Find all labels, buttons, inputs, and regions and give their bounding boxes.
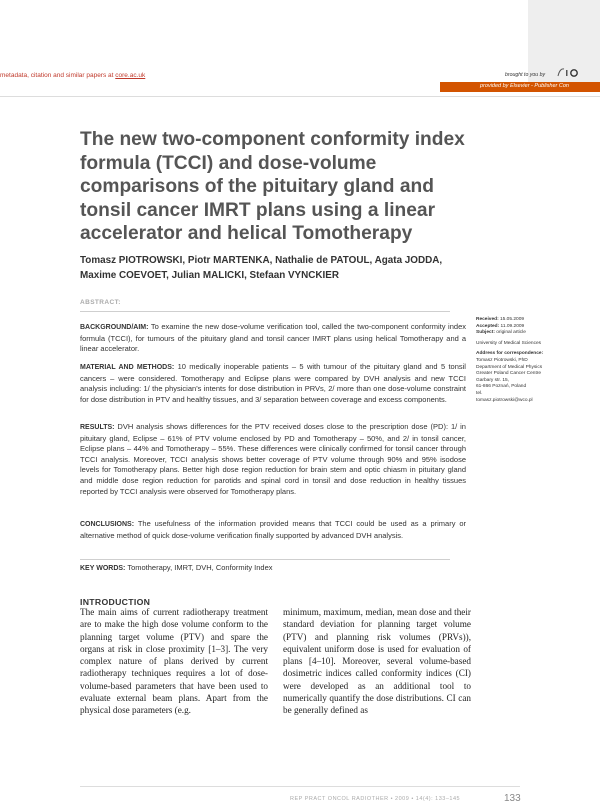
abstract-background xyxy=(80,322,466,355)
results-label: RESULTS: xyxy=(80,424,115,431)
subject-value: original article xyxy=(496,330,526,336)
background-label: BACKGROUND/AIM: xyxy=(80,324,149,331)
results-text: DVH analysis shows differences for the PTV received doses close to the prescription dose (PD): 1/ in pituitary gland, Eclipse – 61% of PTV volume enclosed by PD and Tomotherapy – 50%, and 2/ in tonsil cancer, Eclipse plans – 44% and Tomotherapy – 55%. These differences were clinically confirmed for tonsil cancer through TCCI analysis. Moreover, TCCI analysis shows better coverage of PTV volume through 90% and 95% isodose levels for Tomotherapy plans. Better high dose region reduction for brain stem and optic chiasm in pituitary gland and middle dose region reduction for parotids and spinal cord in tonsil and dose reduction in healthy tissues reported by TCCI analysis were observed for Tomotherapy plans. xyxy=(80,422,466,496)
affiliation: University of Medical Sciences xyxy=(476,340,542,346)
author-list: Tomasz PIOTROWSKI, Piotr MARTENKA, Nathalie de PATOUL, Agata JODDA, Maxime COEVOET, Julian MALICKI, Stefaan VYNCKIER xyxy=(80,255,443,281)
address-line: 61-866 Poznań, Poland xyxy=(476,384,527,390)
paper-title: The new two-component conformity index formula (TCCI) and dose-volume comparisons of the pituitary gland and tonsil cancer IMRT plans using a linear accelerator and helical Tomotherapy xyxy=(80,129,465,244)
keywords-label: KEY WORDS: xyxy=(80,565,126,572)
methods-label: MATERIAL AND METHODS: xyxy=(80,364,175,371)
provided-by-text[interactable]: provided by Elsevier - Publisher Con xyxy=(480,83,569,89)
core-link[interactable]: core.ac.uk xyxy=(115,72,146,79)
abstract-results xyxy=(80,422,466,497)
keywords-text: Tomotherapy, IMRT, DVH, Conformity Index xyxy=(127,563,273,572)
core-banner-text: metadata, citation and similar papers at xyxy=(0,72,114,79)
page-number: 133 xyxy=(504,793,521,804)
core-banner[interactable] xyxy=(0,72,230,79)
accepted-label: Accepted: xyxy=(476,323,500,329)
abstract-label: ABSTRACT: xyxy=(80,299,121,306)
divider xyxy=(80,786,520,787)
conclusions-label: CONCLUSIONS: xyxy=(80,521,135,528)
received-row xyxy=(476,317,556,324)
methods-text: 10 medically inoperable patients – 5 with tumour of the pituitary gland and 5 tonsil cancers – were considered. Tomotherapy and Eclipse plans were compared by DVH analysis and new TCCI analysis including: 1/ the physician's intents for dose distribution in PRVs, 2/ more than one dose-volume constraint for dose distribution in PTV and healthy tissues, and 3/ separation between coverage and excess components. xyxy=(80,362,466,404)
body-column-right: minimum, maximum, median, mean dose and their standard deviation for planning target volume (PTV) and planning risk volumes (PRVs)), equivalent uniform dose is used for evaluation of plans [4–10]. Moreover, several volume-based dosimetric indices called conformity indices (CI) were developed as an additional tool to numerically quantify the dose distributions. CI can be generally defined as xyxy=(283,607,471,716)
keywords xyxy=(80,563,273,572)
abstract-methods xyxy=(80,362,466,405)
abstract-conclusions xyxy=(80,519,466,541)
received-value: 15.05.2009 xyxy=(500,317,525,322)
address-line: tel. xyxy=(476,390,483,396)
accepted-value: 11.09.2009 xyxy=(500,323,525,329)
address-line: Greater Poland Cancer Centre xyxy=(476,371,542,377)
section-heading: INTRODUCTION xyxy=(80,597,151,607)
address-line: Tomasz Piotrowski, PhD xyxy=(476,357,528,363)
received-label: Received: xyxy=(476,317,499,322)
address-label: Address for correspondence: xyxy=(476,351,544,357)
subject-row xyxy=(476,330,556,337)
divider xyxy=(0,96,600,97)
email-link[interactable]: tomasz.piotrowski@wco.pl xyxy=(476,397,533,403)
address-line: Garbary str. 15, xyxy=(476,377,510,383)
body-column-left: The main aims of current radiotherapy treatment are to make the high dose volume conform to the planning target volume (PTV) and spare the organs at risk in close proximity [1–3]. The very complex nature of plans derived by current radiotherapy techniques requires a lot of dose-volume-based parameters that have been used to evaluate external beam plans. Apart from the physical dose parameters (e.g. xyxy=(80,607,268,716)
background-text: To examine the new dose-volume verification tool, called the two-component conformity index formula (TCCI), for tumours of the pituitary gland and tonsil cancer IMRT plans using helical Tomotherapy and a linear accelerator. xyxy=(80,322,466,354)
journal-citation: REP PRACT ONCOL RADIOTHER • 2009 • 14(4): 133–145 xyxy=(290,796,461,802)
subject-label: Subject: xyxy=(476,330,495,336)
divider xyxy=(80,311,450,312)
address-line: Department of Medical Physics xyxy=(476,364,543,370)
brought-by-text: brought to you by xyxy=(505,72,546,78)
article-info-sidebar xyxy=(476,317,556,404)
core-logo-icon xyxy=(556,66,580,78)
conclusions-text: The usefulness of the information provided means that TCCI could be used as a primary or alternative method of quick dose-volume verification finally supported by advanced DVH analysis. xyxy=(80,519,466,540)
divider xyxy=(80,559,450,560)
